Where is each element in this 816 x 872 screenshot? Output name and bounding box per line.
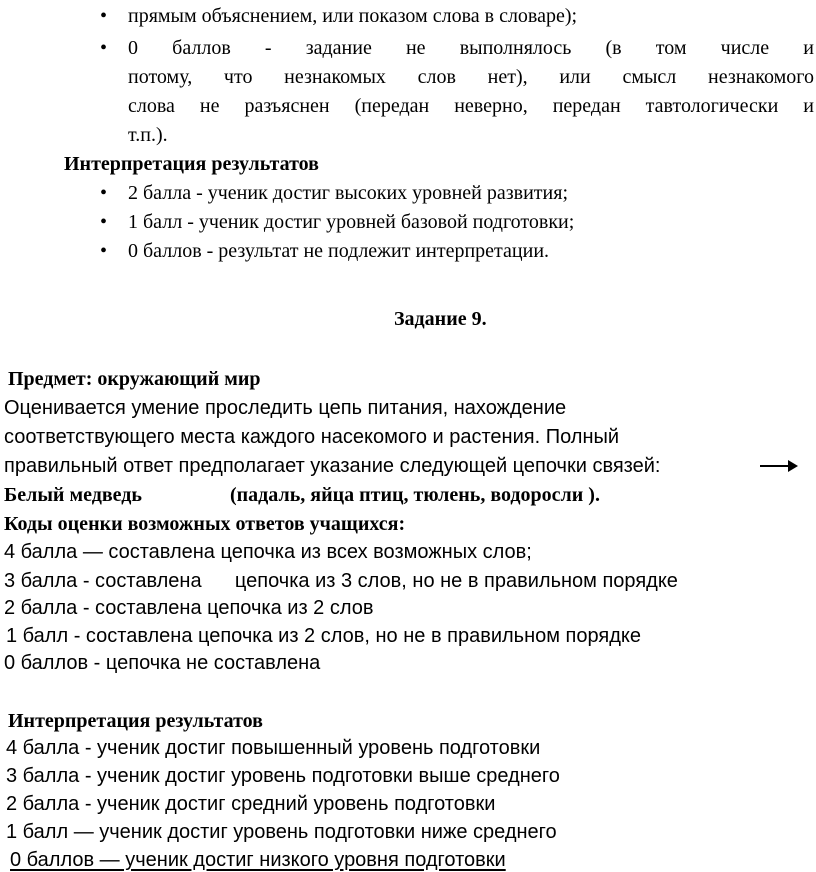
code-item: 1 балл - составлена цепочка из 2 слов, но не в правильном порядке [6,625,642,647]
bullet-text-continued: потому, что незнакомых слов нет), или смысл незнакомого [128,66,814,88]
task-interpretation-item: 2 балла - ученик достиг средний уровень подготовки [6,793,496,815]
interpretation-heading: Интерпретация результатов [64,153,319,175]
task-interpretation-heading: Интерпретация результатов [8,710,263,732]
code-item: 3 балла - составлена цепочка из 3 слов, но не в правильном порядке [4,570,678,592]
interpretation-item: 1 балл - ученик достиг уровней базовой подготовки; [128,211,575,233]
description-line: Оценивается умение проследить цепь питания, нахождение [4,397,567,419]
description-line: правильный ответ предполагает указание следующей цепочки связей: [4,455,661,477]
bullet-text-continued: т.п.). [128,124,168,146]
bullet-marker: • [100,211,108,233]
subject-heading: Предмет: окружающий мир [8,368,261,390]
task-interpretation-item: 1 балл — ученик достиг уровень подготовки ниже среднего [6,821,557,843]
arrow-right-icon [760,458,798,474]
interpretation-item: 0 баллов - результат не подлежит интерпретации. [128,240,550,262]
bullet-marker: • [100,240,108,262]
bullet-marker: • [100,182,108,204]
bullet-text-continued: слова не разъяснен (передан неверно, передан тавтологически и [128,95,814,117]
chain-start: Белый медведь [4,484,142,506]
interpretation-item: 2 балла - ученик достиг высоких уровней развития; [128,182,569,204]
task-interpretation-item: 0 баллов — ученик достиг низкого уровня подготовки [10,849,506,871]
chain-rest: (падаль, яйца птиц, тюлень, водоросли ). [230,484,600,506]
code-item: 4 балла — составлена цепочка из всех возможных слов; [4,541,532,563]
bullet-text: прямым объяснением, или показом слова в словаре); [128,5,578,27]
codes-heading: Коды оценки возможных ответов учащихся: [4,513,406,535]
task-interpretation-item: 4 балла - ученик достиг повышенный уровень подготовки [6,737,541,759]
bullet-marker: • [100,37,108,59]
code-item: 2 балла - составлена цепочка из 2 слов [4,597,374,619]
description-line: соответствующего места каждого насекомого и растения. Полный [4,426,620,448]
bullet-marker: • [100,5,108,27]
bullet-text: 0 баллов - задание не выполнялось (в том числе и [128,37,814,59]
task-interpretation-item: 3 балла - ученик достиг уровень подготовки выше среднего [6,765,560,787]
code-item: 0 баллов - цепочка не составлена [4,652,321,674]
task-title: Задание 9. [394,308,487,330]
